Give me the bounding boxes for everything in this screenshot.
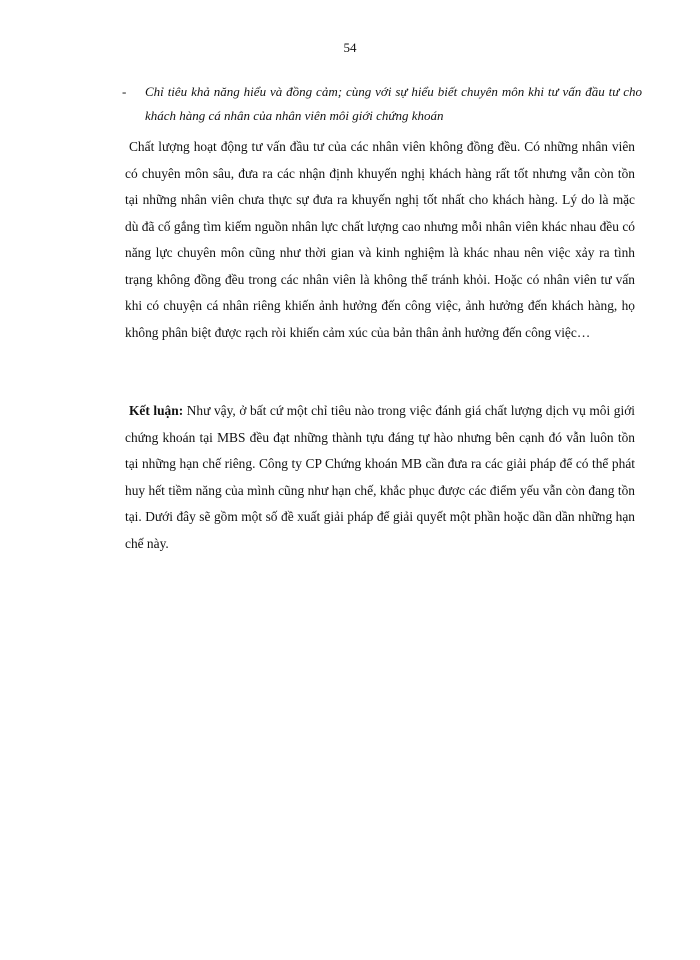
bullet-item [122, 80, 642, 128]
page-number: 54 [343, 40, 357, 55]
paragraph-conclusion [125, 398, 635, 557]
bullet-dash: - [122, 84, 127, 99]
paragraph-quality-consulting [125, 134, 635, 346]
bullet-text: Chỉ tiêu khả năng hiểu và đồng cảm; cùng với sự hiểu biết chuyên môn khi tư vấn đầu tư cho khách hàng cá nhân của nhân viên môi giới chứng khoán [145, 84, 642, 123]
conclusion-text: Như vậy, ở bất cứ một chỉ tiêu nào trong việc đánh giá chất lượng dịch vụ môi giới chứng khoán tại MBS đều đạt những thành tựu đáng tự hào nhưng bên cạnh đó vẫn luôn tồn tại những hạn chế riêng. Công ty CP Chứng khoán MB cần đưa ra các giải pháp để có thể phát huy hết tiềm năng của mình cũng như hạn chế, khắc phục được các điểm yếu vẫn còn đang tồn tại. Dưới đây sẽ gồm một số đề xuất giải pháp để giải quyết một phần hoặc dần dần những hạn chế này. [125, 403, 635, 551]
conclusion-label: Kết luận: [129, 403, 184, 418]
paragraph-text: Chất lượng hoạt động tư vấn đầu tư của các nhân viên không đồng đều. Có những nhân viên có chuyên môn sâu, đưa ra các nhận định khuyến nghị khách hàng rất tốt nhưng vẫn còn tồn tại những nhân viên chưa thực sự đưa ra khuyến nghị tốt nhất cho khách hàng. Lý do là mặc dù đã cố gắng tìm kiếm nguồn nhân lực chất lượng cao nhưng mỗi nhân viên khác nhau đều có năng lực chuyên môn cũng như thời gian và kinh nghiệm là khác nhau nên việc xảy ra tình trạng không đồng đều trong các nhân viên là không thể tránh khỏi. Hoặc có nhân viên tư vấn khi có chuyện cá nhân riêng khiến ảnh hưởng đến công việc, ảnh hưởng đến khách hàng, họ không phân biệt được rạch ròi khiến cảm xúc của bản thân ảnh hưởng đến công việc… [125, 139, 635, 340]
